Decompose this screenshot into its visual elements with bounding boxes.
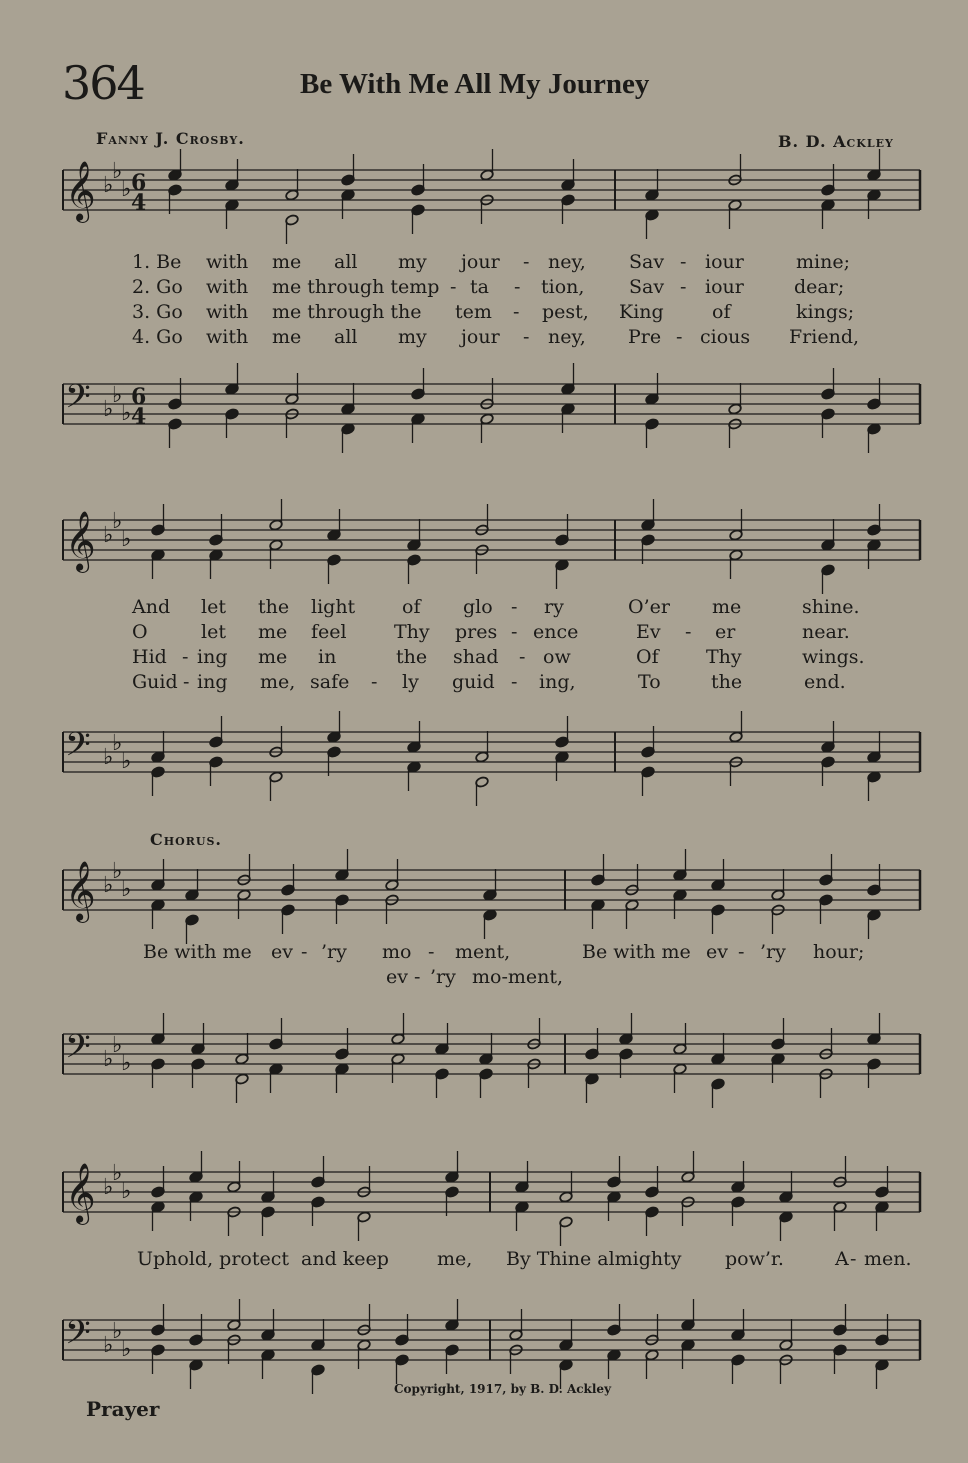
key-signature-flat-icon: ♭ [103, 523, 114, 548]
bass-staff-system-2 [0, 720, 968, 790]
treble-clef-icon: 𝄞 [65, 161, 96, 221]
hymn-number: 364 [62, 56, 144, 110]
key-signature-flat-icon: ♭ [103, 1047, 114, 1072]
key-signature-flat-icon: ♭ [121, 177, 132, 202]
chorus-line-1-alto: ev - ’ry mo-ment, [386, 966, 564, 988]
chorus-line-2: Uphold, protect and keep me, By Thine almighty pow’r. A - men. [137, 1248, 912, 1270]
key-signature-flat-icon: ♭ [103, 173, 114, 198]
key-signature-flat-icon: ♭ [103, 745, 114, 770]
treble-staff-system-4 [0, 1160, 968, 1230]
bass-clef-icon: 𝄢 [65, 1314, 91, 1360]
verse-1-line-1: 1. Be with me all my jour - ney, Sav - iour mine; [132, 251, 850, 273]
bass-staff-system-4 [0, 1308, 968, 1378]
treble-staff-system-3 [0, 858, 968, 928]
time-signature-bottom: 4 [131, 404, 147, 430]
key-signature-flat-icon: ♭ [103, 1333, 114, 1358]
verse-4-line-1: 4. Go with me all my jour - ney, Pre - cious Friend, [132, 326, 860, 348]
time-signature-top: 6 [131, 384, 147, 410]
bass-clef-icon: 𝄢 [65, 378, 91, 424]
key-signature-flat-icon: ♭ [121, 1179, 132, 1204]
treble-clef-icon: 𝄞 [65, 861, 96, 921]
verse-2-line-1: 2. Go with me through temp - ta - tion, Sav - iour dear; [132, 276, 845, 298]
key-signature-flat-icon: ♭ [112, 1033, 123, 1058]
bass-clef-icon: 𝄢 [65, 726, 91, 772]
author-credit: Fanny J. Crosby. [96, 129, 245, 148]
bass-staff-system-3 [0, 1022, 968, 1092]
category-label: Prayer [86, 1397, 160, 1421]
bass-clef-icon: 𝄢 [65, 1028, 91, 1074]
key-signature-flat-icon: ♭ [103, 873, 114, 898]
key-signature-flat-icon: ♭ [103, 1175, 114, 1200]
key-signature-flat-icon: ♭ [112, 1319, 123, 1344]
key-signature-flat-icon: ♭ [112, 509, 123, 534]
staff-lines [63, 384, 920, 424]
time-signature-bottom: 4 [131, 190, 147, 216]
key-signature-flat-icon: ♭ [121, 527, 132, 552]
composer-credit: B. D. Ackley [778, 132, 894, 151]
bass-staff-system-1 [0, 372, 968, 442]
key-signature-flat-icon: ♭ [112, 383, 123, 408]
verse-3-line-1: 3. Go with me through the tem - pest, King of kings; [132, 301, 855, 323]
key-signature-flat-icon: ♭ [121, 877, 132, 902]
key-signature-flat-icon: ♭ [112, 731, 123, 756]
hymn-title: Be With Me All My Journey [300, 68, 650, 100]
verse-3-line-2: Hid - ing me in the shad - ow Of Thy wings. [132, 646, 865, 668]
chorus-label: Chorus. [150, 830, 222, 849]
staff-lines [63, 520, 920, 560]
chorus-line-1: Be with me ev - ’ry mo - ment, Be with me ev - ’ry hour; [143, 941, 865, 963]
treble-staff-system-2 [0, 508, 968, 578]
treble-clef-icon: 𝄞 [65, 1163, 96, 1223]
key-signature-flat-icon: ♭ [103, 397, 114, 422]
verse-1-line-2: And let the light of glo - ry O’er me shine. [132, 596, 860, 618]
key-signature-flat-icon: ♭ [121, 749, 132, 774]
time-signature-top: 6 [131, 170, 147, 196]
key-signature-flat-icon: ♭ [112, 159, 123, 184]
copyright-notice: Copyright, 1917, by B. D. Ackley [394, 1382, 612, 1396]
verse-2-line-2: O let me feel Thy pres - ence Ev - er near. [132, 621, 850, 643]
staff-lines [63, 732, 920, 772]
key-signature-flat-icon: ♭ [121, 1051, 132, 1076]
key-signature-flat-icon: ♭ [112, 1161, 123, 1186]
treble-clef-icon: 𝄞 [65, 511, 96, 571]
key-signature-flat-icon: ♭ [121, 1337, 132, 1362]
key-signature-flat-icon: ♭ [121, 401, 132, 426]
key-signature-flat-icon: ♭ [112, 859, 123, 884]
verse-4-line-2: Guid - ing me, safe - ly guid - ing, To the end. [132, 671, 846, 693]
treble-staff-system-1 [0, 158, 968, 228]
